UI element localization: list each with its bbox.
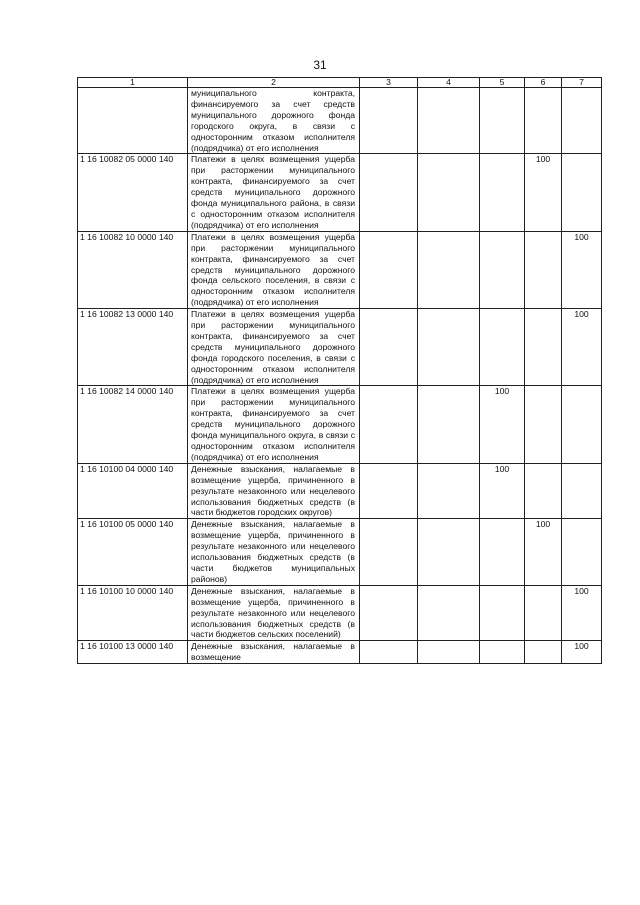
budget-code-cell: 1 16 10082 10 0000 140 bbox=[78, 231, 188, 308]
value-cell-4 bbox=[418, 309, 480, 386]
value-cell-4 bbox=[418, 154, 480, 231]
column-header-7: 7 bbox=[562, 78, 602, 88]
column-header-4: 4 bbox=[418, 78, 480, 88]
value-cell-3 bbox=[360, 519, 418, 585]
table-row bbox=[78, 641, 602, 664]
table-row bbox=[78, 519, 602, 585]
value-cell-6 bbox=[525, 585, 562, 641]
column-header-5: 5 bbox=[480, 78, 525, 88]
value-cell-6 bbox=[525, 88, 562, 154]
budget-code-cell: 1 16 10082 13 0000 140 bbox=[78, 309, 188, 386]
description-cell: Денежные взыскания, налагаемые в возмещение ущерба, причиненного в результате незаконного или нецелевого использования бюджетных средств (в части бюджетов муниципальных районов) bbox=[188, 519, 360, 585]
value-cell-6 bbox=[525, 309, 562, 386]
value-cell-3 bbox=[360, 154, 418, 231]
budget-code-cell: 1 16 10082 05 0000 140 bbox=[78, 154, 188, 231]
table-row bbox=[78, 386, 602, 463]
column-header-1: 1 bbox=[78, 78, 188, 88]
value-cell-3 bbox=[360, 641, 418, 664]
budget-code-cell bbox=[78, 88, 188, 154]
budget-code-cell: 1 16 10082 14 0000 140 bbox=[78, 386, 188, 463]
value-cell-5: 100 bbox=[480, 386, 525, 463]
value-cell-7: 100 bbox=[562, 641, 602, 664]
description-cell: Платежи в целях возмещения ущерба при расторжении муниципального контракта, финансируемого за счет средств муниципального дорожного фонда городского поселения, в связи с односторонним отказом исполнителя (подрядчика) от его исполнения bbox=[188, 309, 360, 386]
budget-code-cell: 1 16 10100 13 0000 140 bbox=[78, 641, 188, 664]
value-cell-4 bbox=[418, 386, 480, 463]
value-cell-6 bbox=[525, 463, 562, 519]
value-cell-7: 100 bbox=[562, 585, 602, 641]
value-cell-7 bbox=[562, 154, 602, 231]
value-cell-6: 100 bbox=[525, 154, 562, 231]
value-cell-3 bbox=[360, 88, 418, 154]
value-cell-4 bbox=[418, 463, 480, 519]
value-cell-5 bbox=[480, 641, 525, 664]
header-row bbox=[78, 78, 602, 88]
value-cell-6 bbox=[525, 386, 562, 463]
value-cell-5 bbox=[480, 519, 525, 585]
value-cell-7 bbox=[562, 88, 602, 154]
value-cell-6: 100 bbox=[525, 519, 562, 585]
value-cell-7 bbox=[562, 519, 602, 585]
budget-code-cell: 1 16 10100 10 0000 140 bbox=[78, 585, 188, 641]
value-cell-5: 100 bbox=[480, 463, 525, 519]
description-cell: Платежи в целях возмещения ущерба при расторжении муниципального контракта, финансируемого за счет средств муниципального дорожного фонда муниципального района, в связи с односторонним отказом исполнителя (подрядчика) от его исполнения bbox=[188, 154, 360, 231]
value-cell-4 bbox=[418, 641, 480, 664]
value-cell-5 bbox=[480, 585, 525, 641]
value-cell-5 bbox=[480, 309, 525, 386]
value-cell-5 bbox=[480, 231, 525, 308]
column-header-6: 6 bbox=[525, 78, 562, 88]
table-row bbox=[78, 585, 602, 641]
table-row bbox=[78, 154, 602, 231]
value-cell-7: 100 bbox=[562, 309, 602, 386]
table-row bbox=[78, 463, 602, 519]
value-cell-6 bbox=[525, 641, 562, 664]
value-cell-3 bbox=[360, 309, 418, 386]
value-cell-3 bbox=[360, 463, 418, 519]
value-cell-3 bbox=[360, 585, 418, 641]
value-cell-6 bbox=[525, 231, 562, 308]
table-row bbox=[78, 309, 602, 386]
description-cell: Денежные взыскания, налагаемые в возмещение ущерба, причиненного в результате незаконного или нецелевого использования бюджетных средств (в части бюджетов городских округов) bbox=[188, 463, 360, 519]
value-cell-4 bbox=[418, 88, 480, 154]
value-cell-7 bbox=[562, 386, 602, 463]
column-header-2: 2 bbox=[188, 78, 360, 88]
table-row bbox=[78, 231, 602, 308]
description-cell: Платежи в целях возмещения ущерба при расторжении муниципального контракта, финансируемого за счет средств муниципального дорожного фонда сельского поселения, в связи с односторонним отказом исполнителя (подрядчика) от его исполнения bbox=[188, 231, 360, 308]
value-cell-3 bbox=[360, 386, 418, 463]
description-cell: муниципального контракта, финансируемого за счет средств муниципального дорожного фонда городского округа, в связи с односторонним отказом исполнителя (подрядчика) от его исполнения bbox=[188, 88, 360, 154]
value-cell-4 bbox=[418, 519, 480, 585]
value-cell-4 bbox=[418, 585, 480, 641]
value-cell-3 bbox=[360, 231, 418, 308]
value-cell-5 bbox=[480, 88, 525, 154]
value-cell-7: 100 bbox=[562, 231, 602, 308]
budget-code-cell: 1 16 10100 04 0000 140 bbox=[78, 463, 188, 519]
value-cell-4 bbox=[418, 231, 480, 308]
value-cell-5 bbox=[480, 154, 525, 231]
table-row bbox=[78, 88, 602, 154]
value-cell-7 bbox=[562, 463, 602, 519]
budget-code-cell: 1 16 10100 05 0000 140 bbox=[78, 519, 188, 585]
page-number: 31 bbox=[313, 58, 327, 72]
description-cell: Денежные взыскания, налагаемые в возмещение bbox=[188, 641, 360, 664]
description-cell: Денежные взыскания, налагаемые в возмещение ущерба, причиненного в результате незаконного или нецелевого использования бюджетных средств (в части бюджетов сельских поселений) bbox=[188, 585, 360, 641]
column-header-3: 3 bbox=[360, 78, 418, 88]
description-cell: Платежи в целях возмещения ущерба при расторжении муниципального контракта, финансируемого за счет средств муниципального дорожного фонда муниципального округа, в связи с односторонним отказом исполнителя (подрядчика) от его исполнения bbox=[188, 386, 360, 463]
revenue-table bbox=[77, 77, 602, 664]
